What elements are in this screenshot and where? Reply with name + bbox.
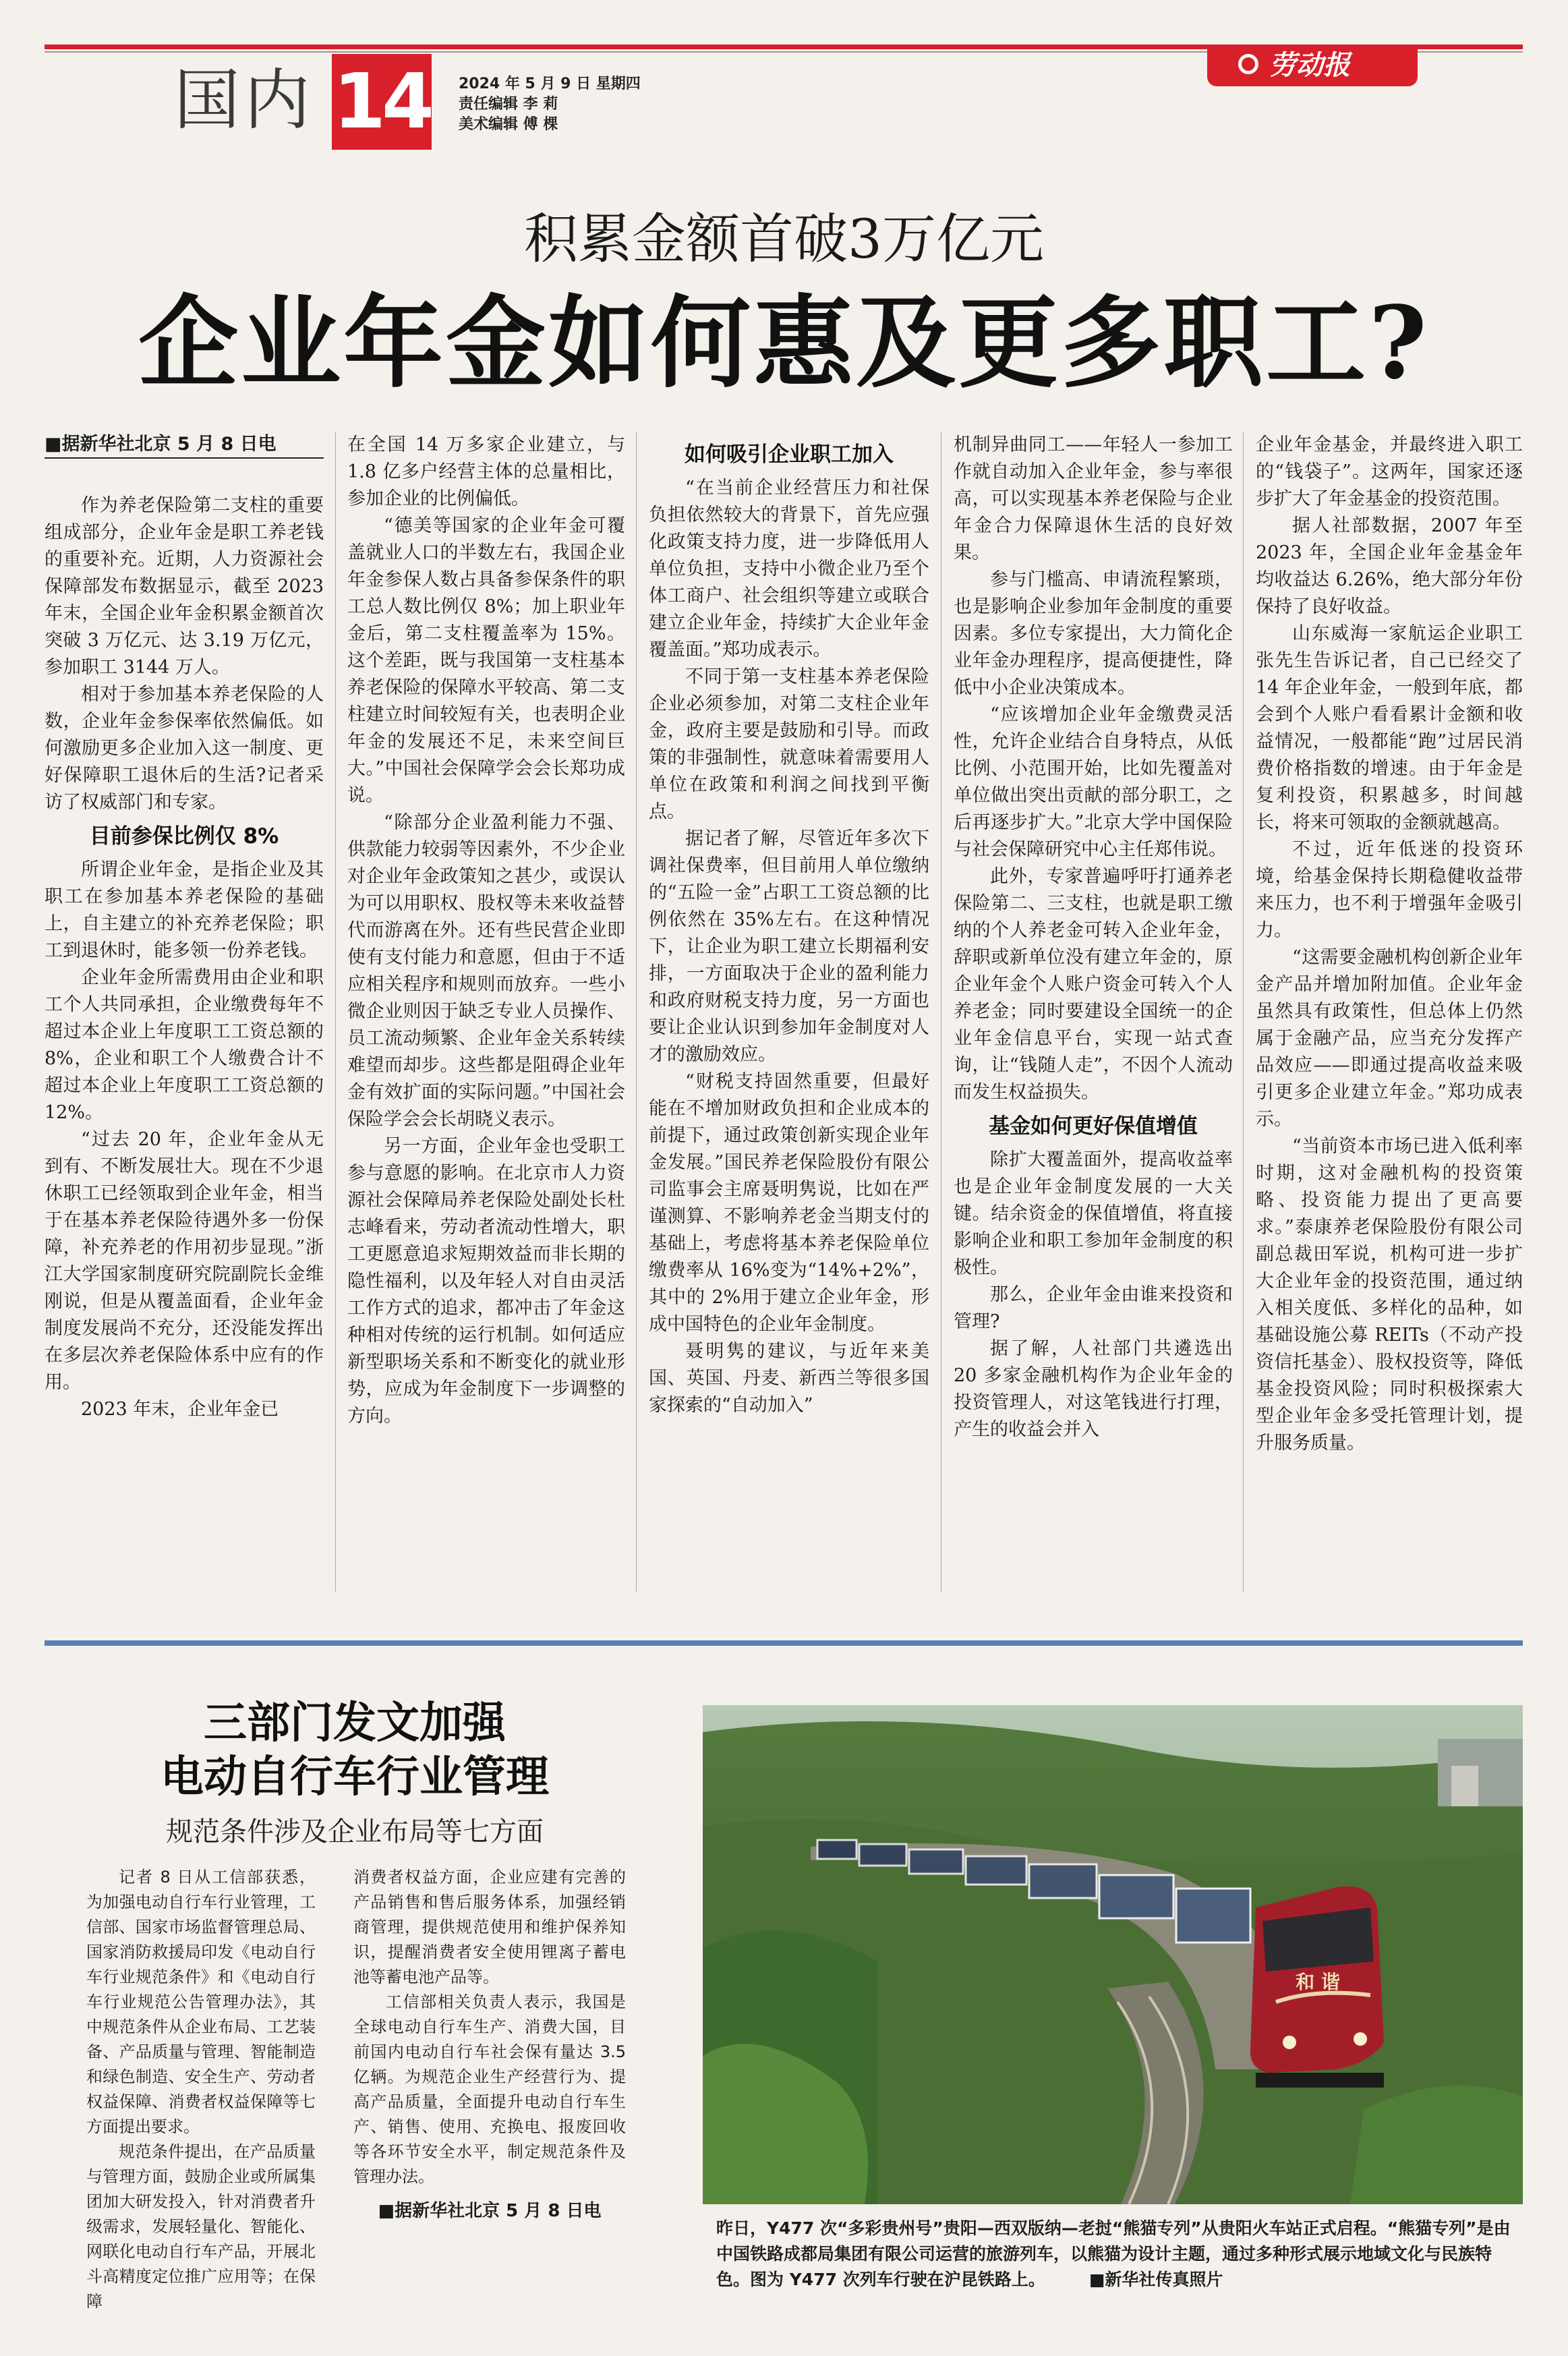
train-photo [703,1705,1523,2204]
paragraph: 消费者权益方面，企业应建有完善的产品销售和售后服务体系，加强经销商管理，提供规范使用和维护保养知识，提醒消费者安全使用锂离子蓄电池等蓄电池产品等。 [353,1868,626,1986]
paragraph: 不过，近年低迷的投资环境，给基金保持长期稳健收益带来压力，也不利于增强年金吸引力。 [1256,839,1523,941]
article2-title [45,1696,665,1804]
paragraph: 另一方面，企业年金也受职工参与意愿的影响。在北京市人力资源社会保障局养老保险处副处长杜志峰看来，劳动者流动性增大，职工更愿意追求短期效益而非长期的隐性福利，以及年轻人对自由灵活工作方式的追求，都冲击了年金这种相对传统的运行机制。如何适应新型职场关系和不断变化的就业形势，应成为年金制度下一步调整的方向。 [347,1136,625,1427]
paragraph: 那么，企业年金由谁来投资和管理? [954,1284,1233,1332]
column-rule [636,432,637,1592]
photo-caption-text: 昨日，Y477 次“多彩贵州号”贵阳—西双版纳—老挝“熊猫专列”从贵阳火车站正式启程。“熊猫专列”是由中国铁路成都局集团有限公司运营的旅游列车，以熊猫为设计主题，通过多种形式展示地域文化与民族特色。图为 Y477 次列车行驶在沪昆铁路上。 [716,2218,1511,2289]
paragraph: 此外，专家普遍呼吁打通养老保险第二、三支柱，也就是职工缴纳的个人养老金可转入企业年金，辞职或新单位没有建立年金的，原企业年金个人账户资金可转入个人养老金；同时要建设全国统一的企业年金信息平台，实现一站式查询，让“钱随人走”，不因个人流动而发生权益损失。 [954,866,1233,1103]
paragraph: 工信部相关负责人表示，我国是全球电动自行车生产、消费大国，目前国内电动自行车社会保有量达 3.5 亿辆。为规范企业生产经营行为、提高产品质量，全面提升电动自行车生产、销售、使用、充换电、报废回收等各环节安全水平，制定规范条件及管理办法。 [353,1992,626,2186]
article1-dateline: ■据新华社北京 5 月 8 日电 [45,432,324,459]
paragraph: 记者 8 日从工信部获悉，为加强电动自行车行业管理，工信部、国家市场监督管理总局、国家消防救援局印发《电动自行车行业规范条件》和《电动自行车行业规范公告管理办法》，其中规范条件从企业布局、工艺装备、产品质量与管理、智能制造和绿色制造、安全生产、劳动者权益保障、消费者权益保障等七方面提出要求。 [86,1868,316,2136]
section-heading: 如何吸引企业职工加入 [685,442,894,467]
column-rule [335,432,336,1592]
article1-subtitle: 积累金额首破3万亿元 [524,208,1044,270]
paragraph: 据人社部数据，2007 年至 2023 年，全国企业年金基金年均收益达 6.26%，绝大部分年份保持了良好收益。 [1256,515,1523,617]
paragraph: “德美等国家的企业年金可覆盖就业人口的半数左右，我国企业年金参保人数占具备参保条件的职工总人数比例仅 8%；加上职业年金后，第二支柱覆盖率为 15%。这个差距，既与我国第一支柱基本养老保险的保障水平较高、第二支柱建立时间较短有关，也表明企业年金的发展还不足，未来空间巨大。”中国社会保障学会会长郑功成说。 [347,515,625,806]
paragraph: 企业年金所需费用由企业和职工个人共同承担，企业缴费每年不超过本企业上年度职工工资总额的 8%，企业和职工个人缴费合计不超过本企业上年度职工工资总额的 12%。 [45,967,324,1123]
article1-column-2 [347,432,625,1430]
article2-subtitle: 规范条件涉及企业布局等七方面 [166,1816,544,1847]
article2-dateline: ■据新华社北京 5 月 8 日电 [378,2201,602,2221]
article1-column-4 [954,432,1233,1443]
paragraph: “除部分企业盈利能力不强、供款能力较弱等因素外，不少企业对企业年金政策知之甚少，或误认为可以用职权、股权等未来收益替代而游离在外。还有些民营企业即使有支付能力和意愿，但由于不适应相关程序和规则而放弃。一些小微企业则因于缺乏专业人员操作、员工流动频繁、企业年金关系转续难望而却步。这些都是阻碍企业年金有效扩面的实际问题。”中国社会保险学会会长胡晓义表示。 [347,812,625,1130]
article1-column-1 [45,432,324,1423]
paragraph: 2023 年末，企业年金已 [81,1399,279,1420]
article2-title-line1: 三部门发文加强 [204,1698,506,1748]
paragraph: 山东威海一家航运企业职工张先生告诉记者，自己已经交了 14 年企业年金，一般到年底，都会到个人账户看看累计金额和收益情况，一般都能“跑”过居民消费价格指数的增速。由于年金是复利投资，积累越多，时间越长，将来可领取的金额就越高。 [1256,623,1523,833]
article1-column-3 [649,432,929,1419]
issue-editor: 责任编辑 李 莉 [459,96,558,113]
paragraph: 据了解，人社部门共遴选出 20 多家金融机构作为企业年金的投资管理人，对这笔钱进行打理，产生的收益会并入 [954,1338,1233,1440]
page-number-box [332,54,432,150]
paragraph: “过去 20 年，企业年金从无到有、不断发展壮大。现在不少退休职工已经领取到企业年金，相当于在基本养老保险待遇外多一份保障，补充养老的作用初步显现。”浙江大学国家制度研究院副院长金维刚说，但是从覆盖面看，企业年金制度发展尚不充分，还没能发挥出在多层次养老保险体系中应有的作用。 [45,1129,324,1393]
paragraph: 企业年金基金，并最终进入职工的“钱袋子”。这两年，国家还逐步扩大了年金基金的投资范围。 [1256,434,1523,509]
masthead-title: 劳动报 [1269,49,1350,81]
train-photo-image [703,1705,1523,2204]
column-rule [1243,432,1244,1592]
paragraph: 作为养老保险第二支柱的重要组成部分，企业年金是职工养老钱的重要补充。近期，人力资源社会保障部发布数据显示，截至 2023 年末，全国企业年金积累金额首次突破 3 万亿元、达 3.19 万亿元，参加职工 3144 万人。 [45,495,324,678]
paragraph: “财税支持固然重要，但最好能在不增加财政负担和企业成本的前提下，通过政策创新实现企业年金发展。”国民养老保险股份有限公司监事会主席聂明隽说，比如在严谨测算、不影响养老金当期支付的基础上，考虑将基本养老保险单位缴费率从 16%变为“14%+2%”，其中的 2%用于建立企业年金，形成中国特色的企业年金制度。 [649,1071,929,1335]
paragraph: “在当前企业经营压力和社保负担依然较大的背景下，首先应强化政策支持力度，进一步降低用人单位负担，支持中小微企业乃至个体工商户、社会组织等建立或联合建立企业年金，持续扩大企业年金覆盖面。”郑功成表示。 [649,478,929,660]
photo-caption [716,2216,1523,2293]
article1-title: 企业年金如何惠及更多职工? [138,284,1430,401]
masthead-logo [1207,45,1418,86]
article2-title-line2: 电动自行车行业管理 [161,1752,549,1802]
paragraph: 据记者了解，尽管近年多次下调社保费率，但目前用人单位缴纳的“五险一金”占职工工资总额的比例依然在 35%左右。在这种情况下，让企业为职工建立长期福利安排，一方面取决于企业的盈利能力和政府财税支持力度，另一方面也要让企业认识到参加年金制度对人才的激励效应。 [649,828,929,1065]
section-heading: 目前参保比例仅 8% [89,824,279,849]
section-heading: 基金如何更好保值增值 [989,1114,1198,1139]
paragraph: 参与门槛高、申请流程繁琐，也是影响企业参加年金制度的重要因素。多位专家提出，大力简化企业年金办理程序，提高便捷性，降低中小企业决策成本。 [954,569,1233,698]
page-number: 14 [333,58,430,146]
paragraph: 不同于第一支柱基本养老保险企业必须参加，对第二支柱企业年金，政府主要是鼓励和引导。而政策的非强制性，就意味着需要用人单位在政策和利润之间找到平衡点。 [649,666,929,822]
section-divider [45,1640,1523,1646]
paragraph: 规范条件提出，在产品质量与管理方面，鼓励企业或所属集团加大研发投入，针对消费者升级需求，发展轻量化、智能化、网联化电动自行车产品，开展北斗高精度定位推广应用等；在保障 [86,2142,316,2311]
paragraph: 相对于参加基本养老保险的人数，企业年金参保率依然偏低。如何激励更多企业加入这一制度、更好保障职工退休后的生活?记者采访了权威部门和专家。 [45,684,324,813]
issue-date: 2024 年 5 月 9 日 星期四 [459,76,641,92]
paragraph: “这需要金融机构创新企业年金产品并增加附加值。企业年金虽然具有政策性，但总体上仍然属于金融产品，应当充分发挥产品效应——即通过提高收益来吸引更多企业建立年金。”郑功成表示。 [1256,947,1523,1130]
paragraph: 机制异曲同工——年轻人一参加工作就自动加入企业年金，参与率很高，可以实现基本养老保险与企业年金合力保障退休生活的良好效果。 [954,434,1233,563]
section-label: 国内 [174,62,315,139]
locomotive-label: 和 谐 [1296,1971,1340,1993]
photo-credit: ■新华社传真照片 [1088,2270,1223,2289]
paragraph: 所谓企业年金，是指企业及其职工在参加基本养老保险的基础上，自主建立的补充养老保险；职工到退休时，能多领一份养老钱。 [45,859,324,961]
paragraph: 在全国 14 万多家企业建立，与 1.8 亿多户经营主体的总量相比，参加企业的比例偏低。 [347,434,625,509]
paragraph: “应该增加企业年金缴费灵活性，允许企业结合自身特点，从低比例、小范围开始，比如先覆盖对单位做出突出贡献的部分职工，之后再逐步扩大。”北京大学中国保险与社会保障研究中心主任郑伟说。 [954,704,1233,860]
paragraph: “当前资本市场已进入低利率时期，这对金融机构的投资策略、投资能力提出了更高要求。”泰康养老保险股份有限公司副总裁田军说，机构可进一步扩大企业年金的投资范围，通过纳入相关度低、多样化的品种，如基础设施公募 REITs（不动产投资信托基金）、股权投资等，降低基金投资风险；同时积极探索大型企业年金多受托管理计划，提升服务质量。 [1256,1136,1523,1454]
article2-column-1 [86,1865,316,2314]
issue-info [459,74,641,135]
masthead-emblem-icon [1238,54,1258,74]
issue-art-editor: 美术编辑 傅 棵 [459,116,558,133]
article2-column-2 [353,1865,626,2224]
paragraph: 除扩大覆盖面外，提高收益率也是企业年金制度发展的一大关键。结余资金的保值增值，将直接影响企业和职工参加年金制度的积极性。 [954,1149,1233,1278]
article1-column-5 [1256,432,1523,1457]
paragraph: 聂明隽的建议，与近年来美国、英国、丹麦、新西兰等很多国家探索的“自动加入” [649,1341,929,1416]
